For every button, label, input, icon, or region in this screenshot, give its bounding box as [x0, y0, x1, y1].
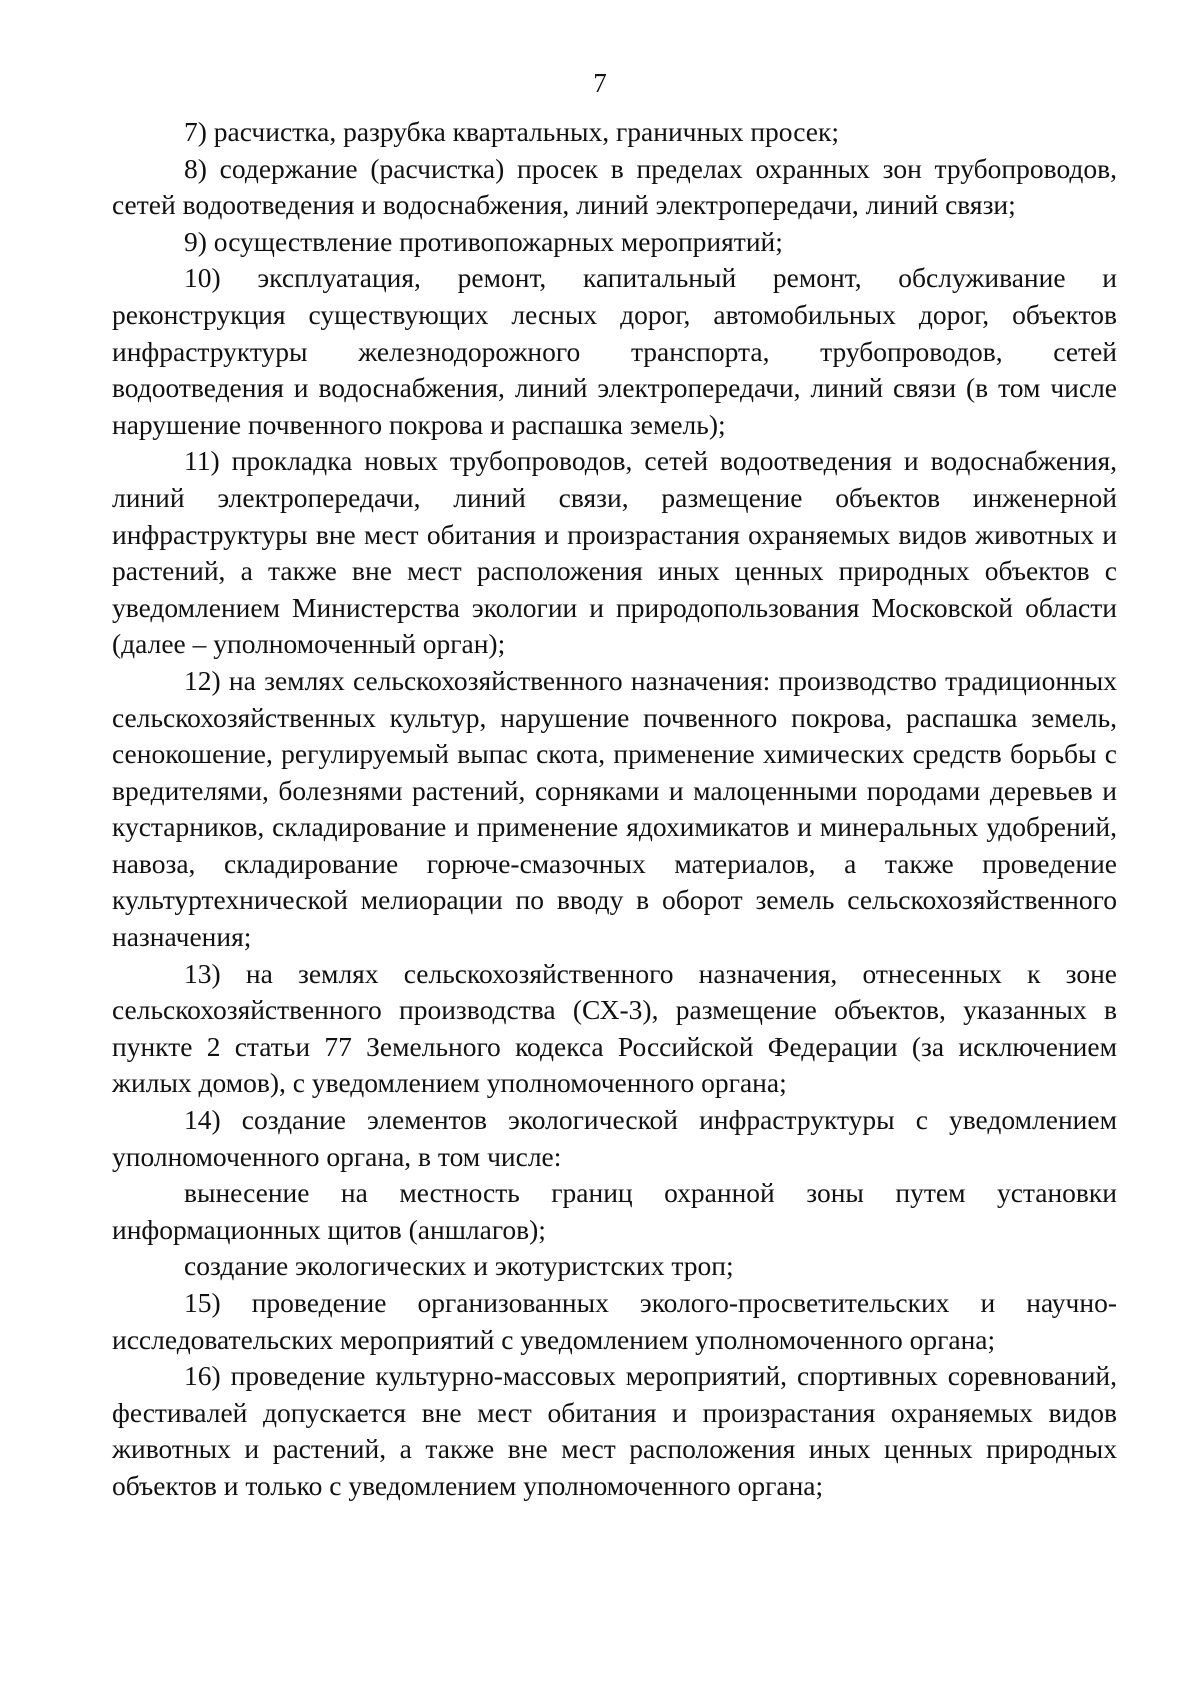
paragraph-item-13: 13) на землях сельскохозяйственного назначения, отнесенных к зоне сельскохозяйственного производства (СХ-3), размещение объектов, указанных в пункте 2 статьи 77 Земельного кодекса Российской Федерации (за исключением жилых домов), с уведомлением уполномоченного органа; [112, 957, 1117, 1099]
paragraph-item-9: 9) осуществление противопожарных мероприятий; [184, 225, 783, 257]
paragraph-item-7: 7) расчистка, разрубка квартальных, граничных просек; [184, 116, 839, 147]
paragraph-item-14: 14) создание элементов экологической инфраструктуры с уведомлением уполномоченного органа, в том числе: [112, 1104, 1117, 1172]
paragraph-item-10: 10) эксплуатация, ремонт, капитальный ремонт, обслуживание и реконструкция существующих лесных дорог, автомобильных дорог, объектов инфраструктуры железнодорожного транспорта, трубопроводов, сетей водоотведения и водоснабжения, линий электропередачи, линий связи (в том числе нарушение почвенного покрова и распашка земель); [112, 262, 1117, 440]
document-body [112, 114, 1117, 1505]
paragraph-item-16: 16) проведение культурно-массовых мероприятий, спортивных соревнований, фестивалей допускается вне мест обитания и произрастания охраняемых видов животных и растений, а также вне мест расположения иных ценных природных объектов и только с уведомлением уполномоченного органа; [112, 1360, 1117, 1501]
page-number: 7 [593, 68, 607, 98]
paragraph-subitem-trails: создание экологических и экотуристских троп; [184, 1250, 734, 1282]
paragraph-item-12: 12) на землях сельскохозяйственного назначения: производство традиционных сельскохозяйственных культур, нарушение почвенного покрова, распашка земель, сенокошение, регулируемый выпас скота, применение химических средств борьбы с вредителями, болезнями растений, сорняками и малоценными породами деревьев и кустарников, складирование и применение ядохимикатов и минеральных удобрений, навоза, складирование горюче-смазочных материалов, а также проведение культуртехнической мелиорации по вводу в оборот земель сельскохозяйственного назначения; [112, 664, 1117, 953]
paragraph-item-15: 15) проведение организованных эколого-просветительских и научно-исследовательских мероприятий с уведомлением уполномоченного органа; [112, 1287, 1117, 1355]
paragraph-subitem-signs: вынесение на местность границ охранной зоны путем установки информационных щитов (аншлагов); [112, 1177, 1117, 1245]
paragraph-item-11: 11) прокладка новых трубопроводов, сетей водоотведения и водоснабжения, линий электропередачи, линий связи, размещение объектов инженерной инфраструктуры вне мест обитания и произрастания охраняемых видов животных и растений, а также вне мест расположения иных ценных природных объектов с уведомлением Министерства экологии и природопользования Московской области (далее – уполномоченный орган); [112, 445, 1117, 660]
paragraph-item-8: 8) содержание (расчистка) просек в пределах охранных зон трубопроводов, сетей водоотведения и водоснабжения, линий электропередачи, линий связи; [112, 152, 1117, 221]
